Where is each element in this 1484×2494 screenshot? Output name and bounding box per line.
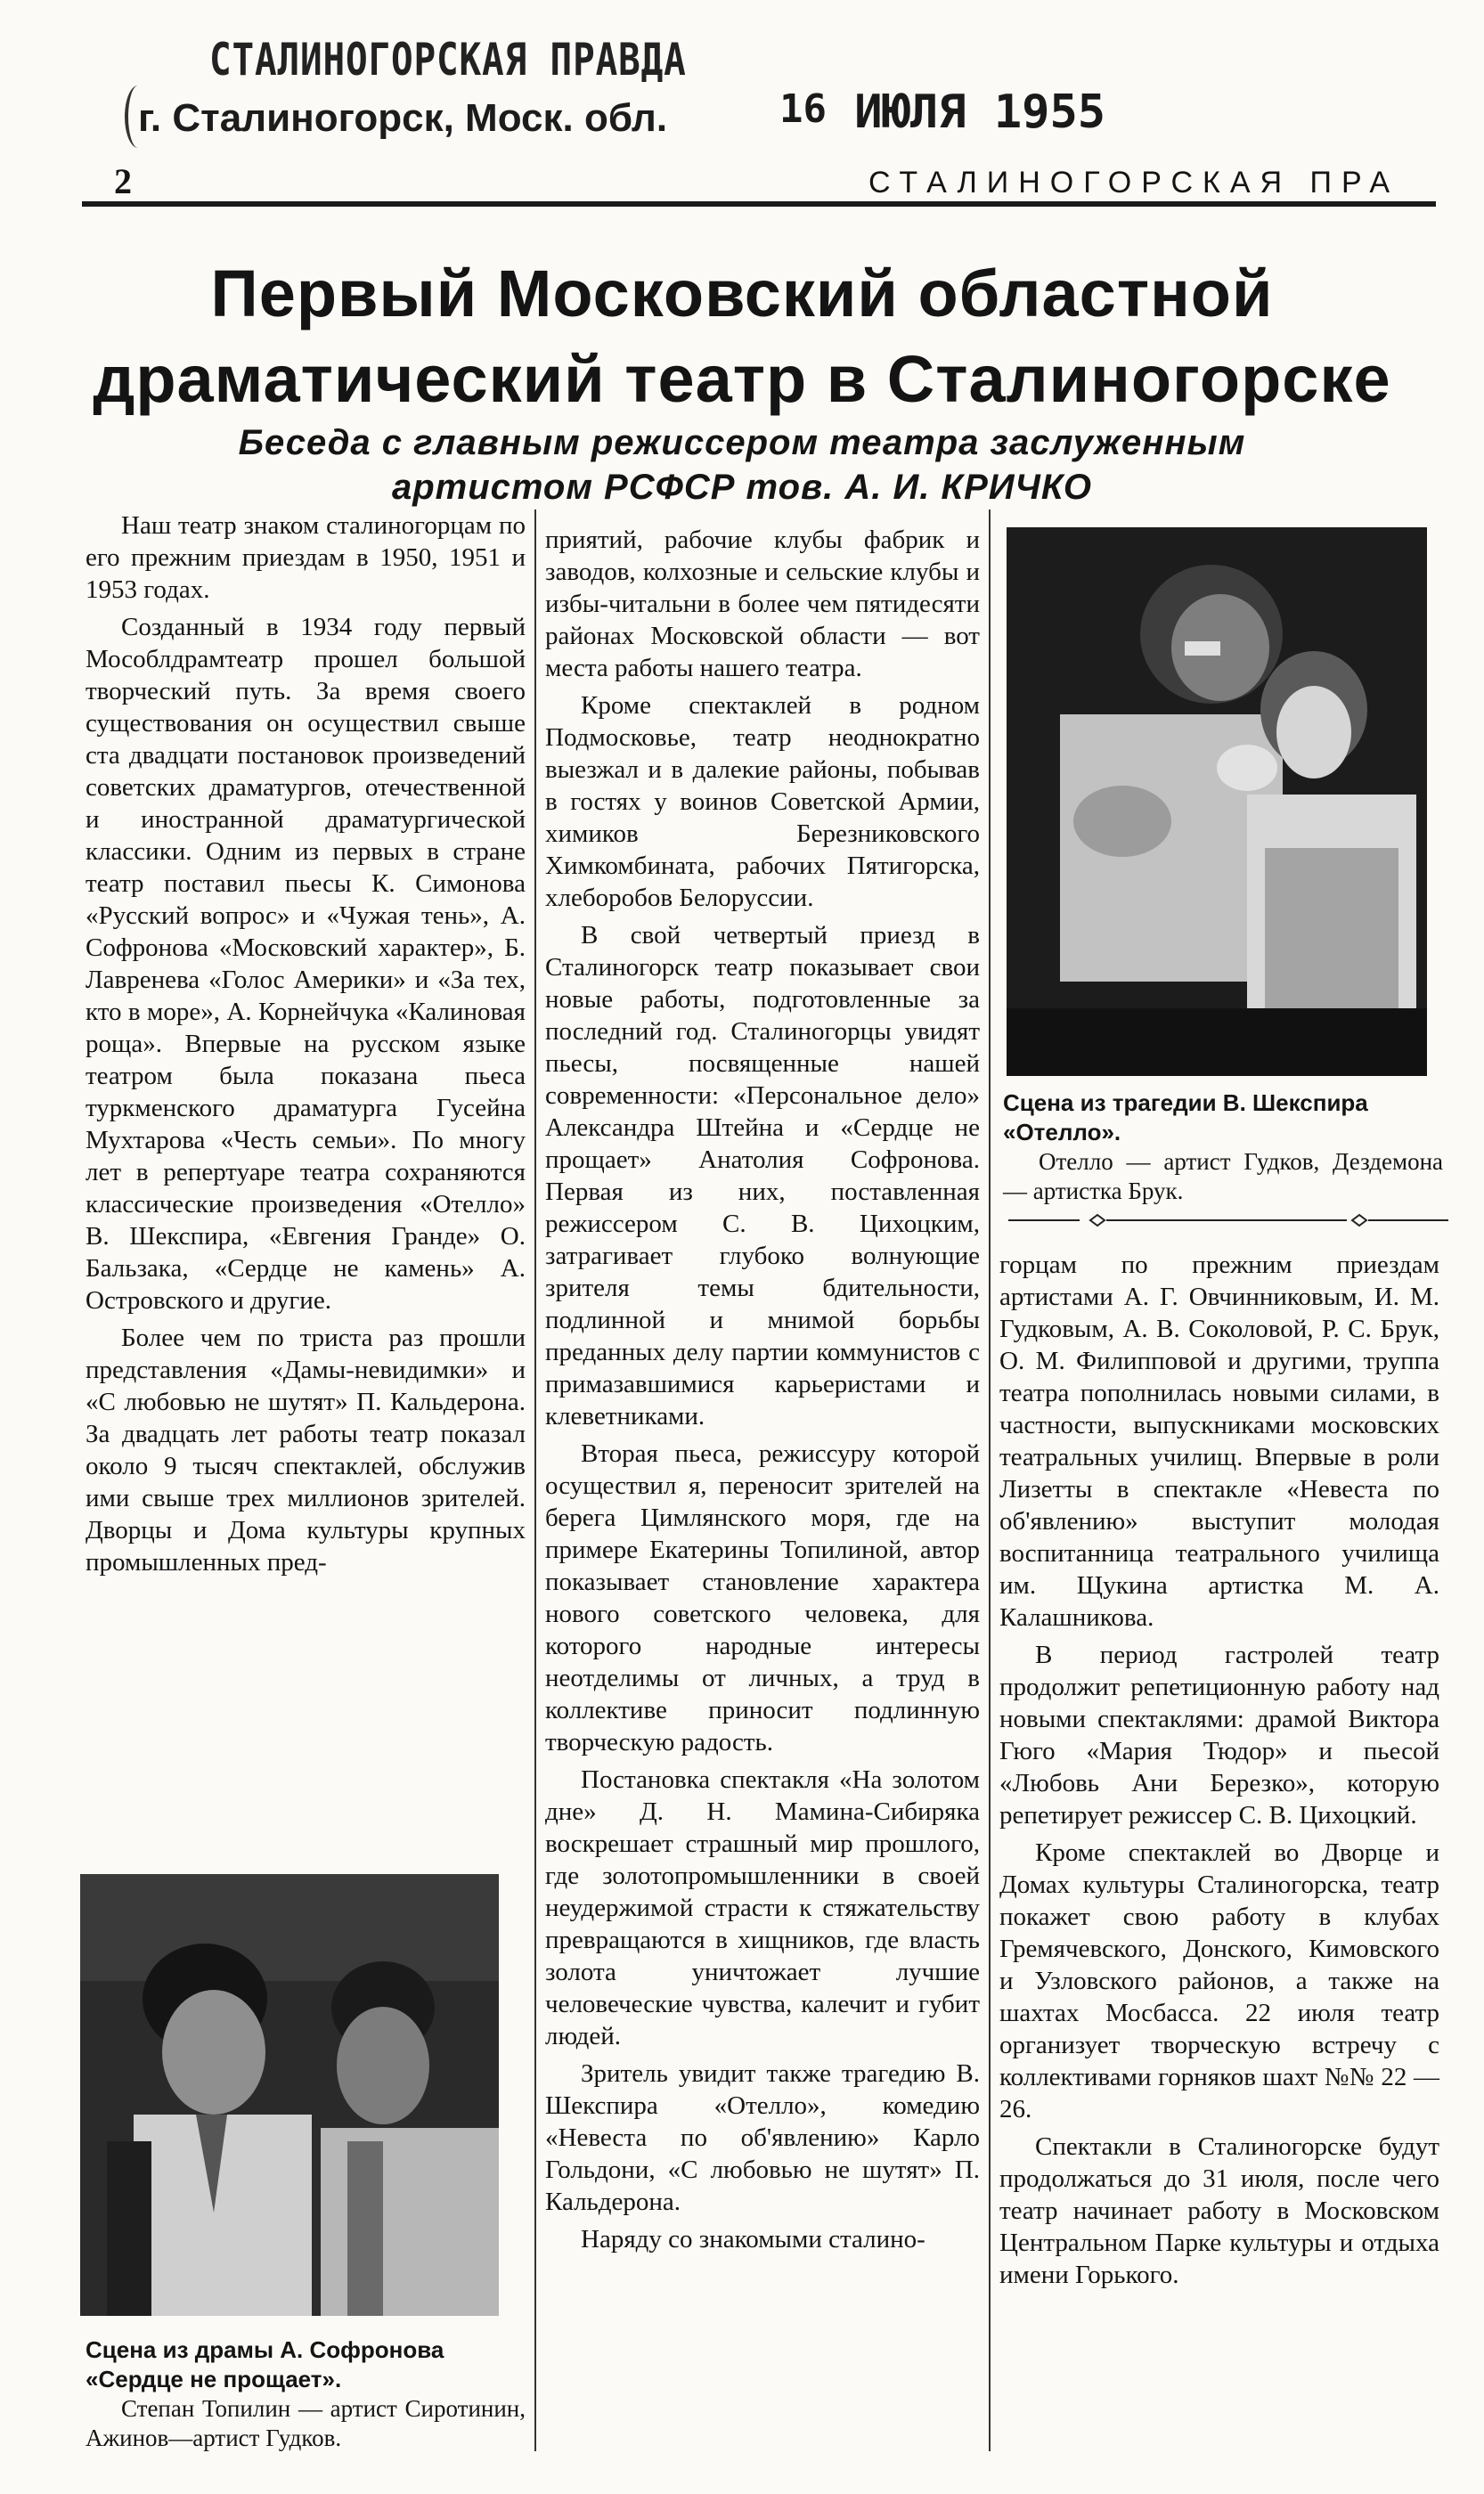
caption-heart <box>86 2335 526 2453</box>
col1-paragraph: Более чем по триста раз прошли представления «Дамы-невидимки» и «С любовью не шутят» П. Кальдерона. За двадцать лет работы театр показал около 9 тысяч спектаклей, обслужив ими свыше трех миллионов зрителей. Дворцы и Дома культуры крупных промышленных пред- <box>86 1324 526 1577</box>
col3-paragraph: Кроме спектаклей во Дворце и Домах культуры Сталиногорска, театр покажет свою работу в клубах Гремячевского, Донского, Кимовского и Узловского районов, а также на шахтах Мосбасса. 22 июля театр организует творческую встречу с коллективами горняков шахт №№ 22 — 26. <box>999 1838 1439 2123</box>
col2-paragraph: Постановка спектакля «На золотом дне» Д. Н. Мамина-Сибиряка воскрешает страшный мир прошлого, где золотопромышленники в своей неудержимой страсти к стяжательству превращаются в хищников, где власть золота уничтожает лучшие человеческие чувства, калечит и губит людей. <box>545 1765 980 2050</box>
col2-paragraph: Кроме спектаклей в родном Подмосковье, театр неоднократно выезжал и в далекие районы, побывав в гостях у воинов Советской Армии, химиков Березниковского Химкомбината, рабочих Пятигорска, хлеборобов Белоруссии. <box>545 691 980 912</box>
page-number: 2 <box>114 161 132 201</box>
col2-paragraph: приятий, рабочие клубы фабрик и заводов, колхозные и сельские клубы и избы-читальни в более чем пятидесяти районах Московской области — вот места работы нашего театра. <box>545 526 980 682</box>
masthead-rule <box>82 201 1436 207</box>
col1-paragraph: Наш театр знаком сталиногорцам по его прежним приездам в 1950, 1951 и 1953 годах. <box>86 511 526 604</box>
caption-heart-cast: Степан Топилин — артист Сиротинин, Ажинов—артист Гудков. <box>86 2395 526 2451</box>
col1-paragraph: Созданный в 1934 году первый Мособлдрамтеатр прошел большой творческий путь. За время своего существования он осуществил свыше ста двадцати постановок произведений советских драматургов, отечественной и иностранной драматургической классики. Одним из первых в стране театр поставил пьесы К. Симонова «Русский вопрос» и «Чужая тень», А. Софронова «Московский характер», Б. Лавренева «Голос Америки» и «За тех, кто в море», А. Корнейчука «Калиновая роща». Впервые на русском языке театром была показана пьеса туркменского драматурга Гусейна Мухтарова «Честь семьи». По многу лет в репертуаре театра сохраняются классические произведения «Отелло» В. Шекспира, «Евгения Гранде» О. Бальзака, «Сердце не камень» А. Островского и другие. <box>86 613 526 1315</box>
subhead-line-1: Беседа с главным режиссером театра заслуженным <box>238 423 1246 462</box>
article-column-1 <box>86 509 526 1584</box>
photo-heart-illustration <box>80 1874 499 2316</box>
headline-line-2: драматический театр в Сталиногорске <box>93 342 1391 416</box>
col3-paragraph: горцам по прежним приездам артистами А. Г. Овчинниковым, И. М. Гудковым, А. В. Соколовой, Р. С. Брук, О. М. Филипповой и другими, труппа театра пополнилась новыми силами, в частности, выпускниками московских театральных училищ. Впервые в роли Лизетты в спектакле «Невеста по об'явлению» выступит молодая воспитанница театрального училища им. Щукина артистка М. А. Калашникова. <box>999 1251 1439 1632</box>
headline-line-1: Первый Московский областной <box>210 257 1274 330</box>
photo-heart-scene <box>80 1874 499 2316</box>
stamp-newspaper-name: СТАЛИНОГОРСКАЯ ПРАВДА <box>209 34 687 86</box>
masthead-paper-name: СТАЛИНОГОРСКАЯ ПРА <box>868 166 1400 200</box>
col2-paragraph: Зритель увидит также трагедию В. Шекспира «Отелло», комедию «Невеста по об'явлению» Карло Гольдони, «С любовью не шутят» П. Кальдерона. <box>545 2059 980 2216</box>
stamp-date <box>779 86 1105 139</box>
article-subhead <box>134 420 1350 509</box>
subhead-line-2: артистом РСФСР тов. А. И. КРИЧКО <box>391 468 1093 507</box>
article-headline <box>71 251 1413 422</box>
col2-paragraph: Наряду со знакомыми сталино- <box>581 2225 925 2254</box>
stamp-date-month-year: ИЮЛЯ 1955 <box>854 86 1106 139</box>
photo-othello-illustration <box>1007 527 1427 1076</box>
section-divider-ornament <box>1008 1211 1448 1229</box>
stamp-date-day: 16 <box>779 86 827 132</box>
photo-othello-scene <box>1007 527 1427 1076</box>
col2-paragraph: Вторая пьеса, режиссуру которой осуществил я, переносит зрителей на берега Цимлянского моря, где на примере Екатерины Топилиной, автор показывает становление характера нового советского человека, для которого народные интересы неотделимы от личных, а труд в коллективе приносит подлинную творческую радость. <box>545 1439 980 1756</box>
stamp-city: г. Сталиногорск, Моск. обл. <box>138 96 668 140</box>
caption-heart-title: Сцена из драмы А. Софронова «Сердце не прощает». <box>86 2336 444 2392</box>
caption-othello <box>1003 1088 1443 1206</box>
caption-othello-cast: Отелло — артист Гудков, Дездемона — артистка Брук. <box>1003 1148 1443 1204</box>
column-rule-1 <box>534 509 536 2451</box>
col2-paragraph: В свой четвертый приезд в Сталиногорск театр показывает свои новые работы, подготовленные за последний год. Сталиногорцы увидят пьесы, посвященные нашей современности: «Персональное дело» Александра Штейна и «Сердце не прощает» Анатолия Софронова. Первая из них, поставленная режиссером С. В. Цихоцким, затрагивает глубоко волнующие зрителя темы бдительности, подлинной и мнимой борьбы преданных делу партии коммунистов с примазавшимися карьеристами и клеветниками. <box>545 921 980 1430</box>
article-column-3 <box>999 1249 1439 2296</box>
article-column-2 <box>545 524 980 2261</box>
column-rule-2 <box>989 509 991 2451</box>
col3-paragraph: Спектакли в Сталиногорске будут продолжаться до 31 июля, после чего театр начинает работу в Московском Центральном Парке культуры и отдыха имени Горького. <box>999 2132 1439 2289</box>
caption-othello-title: Сцена из трагедии В. Шекспира «Отелло». <box>1003 1089 1368 1145</box>
col3-paragraph: В период гастролей театр продолжит репетиционную работу над новыми спектаклями: драмой Виктора Гюго «Мария Тюдор» и пьесой «Любовь Ани Березко», которую репетирует режиссер С. В. Цихоцкий. <box>999 1641 1439 1830</box>
